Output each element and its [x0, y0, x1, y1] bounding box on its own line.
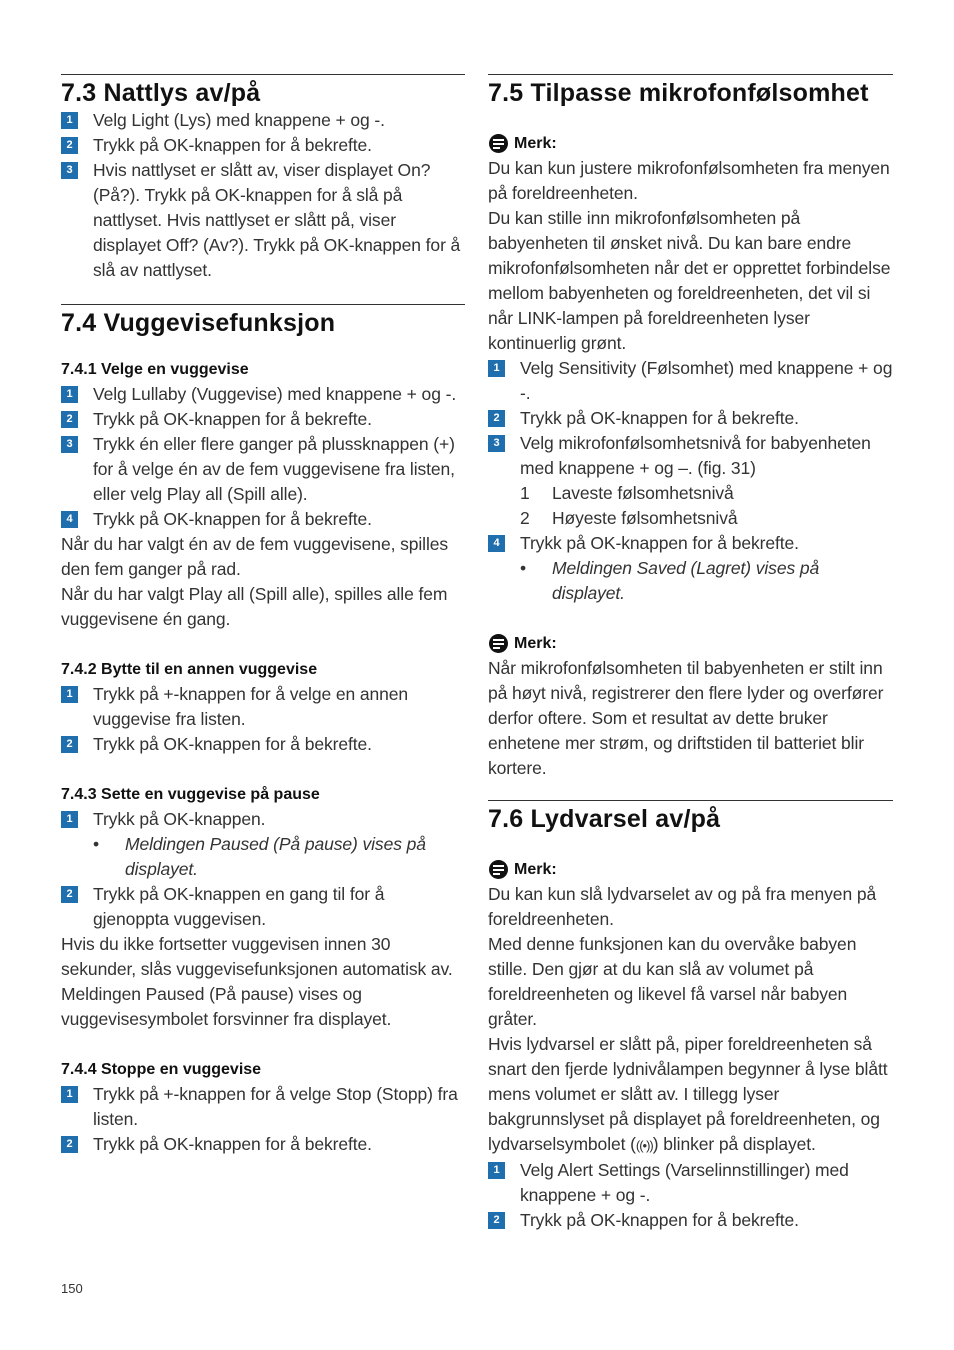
step-text: Velg mikrofonfølsomhetsnivå for babyenheten med knappene + og –. (fig. 31) — [520, 433, 871, 478]
sub-list-number: 2 — [520, 508, 530, 528]
note-label: Merk: — [514, 635, 557, 652]
step-number-badge: 2 — [61, 1136, 78, 1153]
step-text: Hvis nattlyset er slått av, viser displayet On? (På?). Trykk på OK-knappen for å slå på nattlyset. Hvis nattlyset er slått på, viser displayet Off? (Av?). Trykk på OK-knappen for å slå av nattlyset. — [93, 160, 461, 280]
note-icon — [489, 134, 508, 153]
sub-list-item — [488, 481, 893, 506]
step-number-badge: 1 — [488, 1162, 505, 1179]
section-7-3 — [61, 74, 465, 283]
step-text: Trykk på OK-knappen for å bekrefte. — [520, 533, 799, 553]
paragraph-text: ) blinker på displayet. — [652, 1134, 816, 1154]
list-item — [61, 407, 465, 432]
note-header — [488, 857, 893, 882]
list-item — [61, 158, 465, 283]
step-number-badge: 3 — [61, 436, 78, 453]
paragraph: Med denne funksjonen kan du overvåke babyen stille. Den gjør at du kan slå av volumet på foreldreenheten og likevel få varsel når babyen gråter. — [488, 934, 857, 1029]
note-icon — [489, 634, 508, 653]
paragraph: Du kan stille inn mikrofonfølsomheten på babyenheten til ønsket nivå. Du kan bare endre mikrofonfølsomheten når det er opprettet forbindelse mellom babyenheten og foreldreenheten, det vil si når LINK-lampen på foreldreenheten lyser kontinuerlig grønt. — [488, 208, 891, 353]
list-item — [488, 1208, 893, 1233]
step-text: Trykk på OK-knappen. — [93, 809, 266, 829]
bullet-item — [61, 832, 465, 882]
step-number-badge: 2 — [61, 886, 78, 903]
subsection-heading: 7.4.3 Sette en vuggevise på pause — [61, 786, 320, 803]
step-text: Trykk på OK-knappen for å bekrefte. — [520, 1210, 799, 1230]
step-number-badge: 1 — [61, 386, 78, 403]
section-title: 7.6 Lydvarsel av/på — [488, 805, 721, 833]
step-text: Velg Sensitivity (Følsomhet) med knappene + og -. — [520, 358, 893, 403]
step-number-badge: 2 — [488, 1212, 505, 1229]
step-number-badge: 2 — [488, 410, 505, 427]
note-label: Merk: — [514, 135, 557, 152]
step-text: Trykk på OK-knappen for å bekrefte. — [93, 734, 372, 754]
step-text: Trykk på OK-knappen for å bekrefte. — [520, 408, 799, 428]
sub-list-number: 1 — [520, 483, 530, 503]
step-text: Velg Light (Lys) med knappene + og -. — [93, 110, 385, 130]
note-label: Merk: — [514, 861, 557, 878]
paragraph: Når mikrofonfølsomheten til babyenheten er stilt inn på høyt nivå, registrerer den flere lyder og overfører derfor oftere. Som et resultat av dette bruker enhetene mer strøm, og driftstiden til batteriet blir kortere. — [488, 658, 884, 778]
list-item — [488, 1158, 893, 1208]
section-7-4 — [61, 304, 465, 1157]
paragraph-text: Hvis lydvarsel er slått på, piper foreldreenheten så snart den fjerde lydnivålampen begynner å lyse blått mens volumet er slått av. I tillegg lyser bakgrunnslyset på displayet på foreldreenheten, og lydvarselsymbolet ( — [488, 1034, 888, 1154]
step-text: Velg Alert Settings (Varselinnstillinger) med knappene + og -. — [520, 1160, 849, 1205]
list-item — [61, 732, 465, 757]
bullet-item — [488, 556, 893, 606]
section-title: 7.3 Nattlys av/på — [61, 79, 261, 107]
step-text: Trykk på OK-knappen for å bekrefte. — [93, 509, 372, 529]
step-number-badge: 1 — [488, 360, 505, 377]
step-number-badge: 1 — [61, 112, 78, 129]
list-item — [61, 807, 465, 832]
list-item — [61, 882, 465, 932]
section-7-5 — [488, 74, 893, 781]
step-number-badge: 3 — [488, 435, 505, 452]
step-text: Trykk på OK-knappen for å bekrefte. — [93, 135, 372, 155]
sub-list-text: Laveste følsomhetsnivå — [552, 483, 734, 503]
list-item — [488, 531, 893, 556]
list-item — [61, 108, 465, 133]
bullet-text: Meldingen Paused (På pause) vises på displayet. — [125, 834, 426, 879]
page-number: 150 — [61, 1281, 83, 1296]
bullet-dot: • — [520, 558, 527, 578]
paragraph: Når du har valgt Play all (Spill alle), spilles alle fem vuggevisene én gang. — [61, 584, 448, 629]
subsection-heading: 7.4.4 Stoppe en vuggevise — [61, 1061, 262, 1078]
note-header — [488, 131, 893, 156]
paragraph: Du kan kun justere mikrofonfølsomheten fra menyen på foreldreenheten. — [488, 158, 890, 203]
right-column — [488, 74, 893, 1233]
step-text: Velg Lullaby (Vuggevise) med knappene + og -. — [93, 384, 457, 404]
step-text: Trykk på OK-knappen for å bekrefte. — [93, 409, 372, 429]
list-item — [61, 382, 465, 407]
step-number-badge: 2 — [61, 411, 78, 428]
step-number-badge: 2 — [61, 137, 78, 154]
section-7-6 — [488, 800, 893, 1233]
sub-list-item — [488, 506, 893, 531]
list-item — [61, 133, 465, 158]
step-number-badge: 4 — [61, 511, 78, 528]
section-title: 7.5 Tilpasse mikrofonfølsomhet — [488, 79, 869, 107]
subsection-heading: 7.4.2 Bytte til en annen vuggevise — [61, 661, 318, 678]
step-text: Trykk på OK-knappen en gang til for å gjenoppta vuggevisen. — [93, 884, 385, 929]
step-number-badge: 2 — [61, 736, 78, 753]
step-number-badge: 4 — [488, 535, 505, 552]
step-text: Trykk én eller flere ganger på plussknappen (+) for å velge én av de fem vuggevisene fra listen, eller velg Play all (Spill alle). — [93, 434, 455, 504]
left-column — [61, 74, 465, 1157]
paragraph — [488, 1032, 893, 1158]
bullet-dot: • — [93, 834, 100, 854]
list-item — [488, 356, 893, 406]
sub-list-text: Høyeste følsomhetsnivå — [552, 508, 738, 528]
section-title: 7.4 Vuggevisefunksjon — [61, 309, 336, 337]
step-number-badge: 3 — [61, 162, 78, 179]
list-item — [61, 432, 465, 507]
paragraph: Hvis du ikke fortsetter vuggevisen innen 30 sekunder, slås vuggevisefunksjonen automatisk av. Meldingen Paused (På pause) vises og vuggevisesymbolet forsvinner fra displayet. — [61, 934, 453, 1029]
list-item — [61, 682, 465, 732]
paragraph: Når du har valgt én av de fem vuggevisene, spilles den fem ganger på rad. — [61, 534, 449, 579]
list-item — [61, 1132, 465, 1157]
step-text: Trykk på OK-knappen for å bekrefte. — [93, 1134, 372, 1154]
list-item — [61, 1082, 465, 1132]
alert-sound-icon: ((•)) — [635, 1138, 653, 1153]
paragraph: Du kan kun slå lydvarselet av og på fra menyen på foreldreenheten. — [488, 884, 877, 929]
subsection-heading: 7.4.1 Velge en vuggevise — [61, 361, 249, 378]
list-item — [61, 507, 465, 532]
note-header — [488, 631, 893, 656]
bullet-text: Meldingen Saved (Lagret) vises på displayet. — [552, 558, 820, 603]
list-item — [488, 431, 893, 481]
note-icon — [489, 860, 508, 879]
step-number-badge: 1 — [61, 686, 78, 703]
step-number-badge: 1 — [61, 1086, 78, 1103]
step-text: Trykk på +-knappen for å velge en annen vuggevise fra listen. — [93, 684, 409, 729]
step-number-badge: 1 — [61, 811, 78, 828]
step-text: Trykk på +-knappen for å velge Stop (Stopp) fra listen. — [93, 1084, 458, 1129]
list-item — [488, 406, 893, 431]
